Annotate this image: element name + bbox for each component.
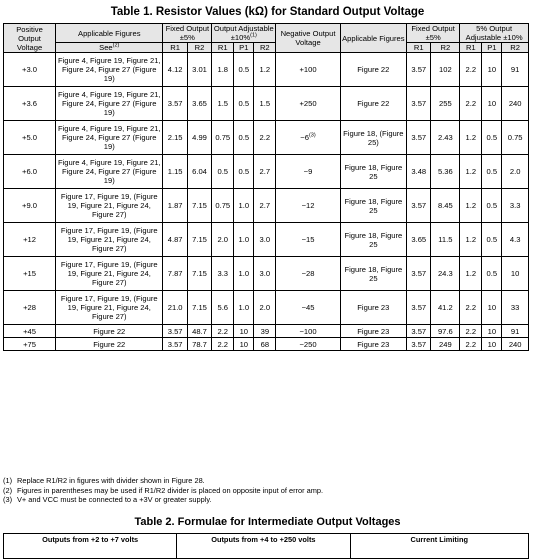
header-p1: P1 [234, 43, 254, 53]
cell-ar2: 1.2 [254, 53, 276, 87]
cell-nfr2: 255 [431, 87, 460, 121]
cell-nap1: 10 [482, 53, 502, 87]
table-row [4, 155, 529, 189]
cell-neg: +100 [276, 53, 340, 87]
cell-nap1: 0.5 [482, 121, 502, 155]
cell-nar1: 2.2 [460, 87, 482, 121]
cell-pos: +75 [4, 338, 56, 351]
cell-fr1: 7.87 [163, 257, 187, 291]
cell-figs2: Figure 18, Figure 25 [340, 189, 406, 223]
cell-nap1: 0.5 [482, 257, 502, 291]
cell-figs: Figure 4, Figure 19, Figure 21, Figure 24, Figure 27 (Figure 19) [56, 121, 163, 155]
cell-fr2: 6.04 [187, 155, 211, 189]
cell-ap1: 0.5 [234, 87, 254, 121]
cell-figs: Figure 4, Figure 19, Figure 21, Figure 24, Figure 27 (Figure 19) [56, 87, 163, 121]
cell-ar1: 2.2 [212, 325, 234, 338]
header-negative-output-voltage: Negative Output Voltage [276, 24, 340, 53]
cell-nar2: 240 [502, 87, 529, 121]
cell-nar1: 2.2 [460, 325, 482, 338]
header-fixed-output-2: Fixed Output ±5% [407, 24, 460, 43]
cell-nar2: 33 [502, 291, 529, 325]
cell-ar1: 1.5 [212, 87, 234, 121]
cell-nfr1: 3.57 [407, 338, 431, 351]
cell-neg: −28 [276, 257, 340, 291]
cell-nar2: 4.3 [502, 223, 529, 257]
cell-ar2: 3.0 [254, 257, 276, 291]
cell-nfr2: 24.3 [431, 257, 460, 291]
cell-ar1: 1.8 [212, 53, 234, 87]
cell-figs2: Figure 22 [340, 53, 406, 87]
cell-nfr1: 3.57 [407, 53, 431, 87]
cell-nar2: 91 [502, 325, 529, 338]
cell-ar1: 0.75 [212, 121, 234, 155]
cell-nap1: 10 [482, 338, 502, 351]
header-r1-adj: R1 [212, 43, 234, 53]
cell-figs2: Figure 18, Figure 25 [340, 223, 406, 257]
cell-ar2: 2.7 [254, 155, 276, 189]
header-see: See$^{(2)}$ [56, 43, 163, 53]
cell-ap1: 0.5 [234, 155, 254, 189]
cell-fr2: 48.7 [187, 325, 211, 338]
cell-ar2: 2.7 [254, 189, 276, 223]
cell-fr1: 4.87 [163, 223, 187, 257]
resistor-values-table [3, 23, 529, 351]
cell-nar2: 2.0 [502, 155, 529, 189]
cell-figs: Figure 17, Figure 19, (Figure 19, Figure 21, Figure 24, Figure 27) [56, 223, 163, 257]
header-output-adjustable: Output Adjustable ±10%$^{(1)}$ [212, 24, 276, 43]
cell-figs2: Figure 18, Figure 25 [340, 257, 406, 291]
cell-ar1: 2.2 [212, 338, 234, 351]
cell-neg: −100 [276, 325, 340, 338]
cell-pos: +5.0 [4, 121, 56, 155]
cell-neg: −250 [276, 338, 340, 351]
cell-ar2: 2.2 [254, 121, 276, 155]
cell-pos: +12 [4, 223, 56, 257]
header-applicable-figures-2: Applicable Figures [340, 24, 406, 53]
cell-fr2: 78.7 [187, 338, 211, 351]
note-2: (2) Figures in parentheses may be used if R1/R2 divider is placed on opposite input of error amp. [3, 485, 324, 495]
cell-ar2: 2.0 [254, 291, 276, 325]
formula-cell-2-head: Outputs from +4 to +250 volts [211, 535, 316, 544]
cell-fr2: 3.65 [187, 87, 211, 121]
cell-nap1: 10 [482, 87, 502, 121]
cell-ar1: 2.0 [212, 223, 234, 257]
cell-fr1: 3.57 [163, 87, 187, 121]
cell-figs2: Figure 23 [340, 291, 406, 325]
cell-ar1: 5.6 [212, 291, 234, 325]
table-row [4, 121, 529, 155]
cell-fr2: 3.01 [187, 53, 211, 87]
header-positive-output-voltage: Positive Output Voltage [4, 24, 56, 53]
header-p1-neg: P1 [482, 43, 502, 53]
cell-figs2: Figure 18, Figure 25 [340, 155, 406, 189]
cell-ar1: 0.75 [212, 189, 234, 223]
cell-fr1: 1.87 [163, 189, 187, 223]
cell-nar2: 0.75 [502, 121, 529, 155]
table-row [4, 257, 529, 291]
cell-ap1: 1.0 [234, 257, 254, 291]
cell-nfr2: 2.43 [431, 121, 460, 155]
cell-pos: +45 [4, 325, 56, 338]
cell-nar2: 91 [502, 53, 529, 87]
cell-fr2: 7.15 [187, 257, 211, 291]
cell-nar1: 1.2 [460, 257, 482, 291]
cell-fr1: 3.57 [163, 325, 187, 338]
cell-ar1: 3.3 [212, 257, 234, 291]
note-1: (1) Replace R1/R2 in figures with divider shown in Figure 28. [3, 476, 205, 485]
cell-nfr1: 3.57 [407, 189, 431, 223]
cell-nfr1: 3.57 [407, 121, 431, 155]
cell-ap1: 0.5 [234, 53, 254, 87]
cell-nap1: 0.5 [482, 155, 502, 189]
cell-nap1: 10 [482, 291, 502, 325]
cell-figs: Figure 22 [56, 338, 163, 351]
cell-nfr2: 8.45 [431, 189, 460, 223]
table-row [4, 189, 529, 223]
table-row [4, 53, 529, 87]
cell-nar2: 3.3 [502, 189, 529, 223]
header-fixed-output: Fixed Output ±5% [163, 24, 212, 43]
cell-figs: Figure 4, Figure 19, Figure 21, Figure 24, Figure 27 (Figure 19) [56, 53, 163, 87]
cell-ap1: 1.0 [234, 291, 254, 325]
cell-nfr1: 3.48 [407, 155, 431, 189]
cell-ap1: 1.0 [234, 223, 254, 257]
table2-title: Table 2. Formulae for Intermediate Output Voltages [134, 516, 401, 528]
table-row [4, 325, 529, 338]
header-r1-neg: R1 [407, 43, 431, 53]
cell-nap1: 0.5 [482, 189, 502, 223]
cell-neg: −15 [276, 223, 340, 257]
table-row [4, 291, 529, 325]
cell-nfr2: 97.6 [431, 325, 460, 338]
cell-nar1: 2.2 [460, 291, 482, 325]
cell-pos: +28 [4, 291, 56, 325]
cell-figs2: Figure 18, (Figure 25) [340, 121, 406, 155]
header-r1-neg-adj: R1 [460, 43, 482, 53]
table-notes [3, 476, 529, 505]
cell-nfr2: 5.36 [431, 155, 460, 189]
cell-nfr2: 11.5 [431, 223, 460, 257]
table-row [4, 338, 529, 351]
table-row [4, 87, 529, 121]
cell-fr2: 7.15 [187, 189, 211, 223]
cell-fr2: 4.99 [187, 121, 211, 155]
cell-ap1: 1.0 [234, 189, 254, 223]
cell-nfr1: 3.57 [407, 325, 431, 338]
cell-neg: −45 [276, 291, 340, 325]
cell-figs: Figure 17, Figure 19, (Figure 19, Figure 21, Figure 24, Figure 27) [56, 291, 163, 325]
cell-ar2: 68 [254, 338, 276, 351]
cell-nfr1: 3.57 [407, 291, 431, 325]
cell-pos: +6.0 [4, 155, 56, 189]
cell-neg: −12 [276, 189, 340, 223]
cell-figs2: Figure 23 [340, 325, 406, 338]
formula-cell-1-head: Outputs from +2 to +7 volts [42, 535, 139, 544]
table-row [4, 223, 529, 257]
cell-nfr1: 3.65 [407, 223, 431, 257]
cell-figs2: Figure 22 [340, 87, 406, 121]
cell-figs: Figure 22 [56, 325, 163, 338]
cell-ap1: 0.5 [234, 121, 254, 155]
cell-fr2: 7.15 [187, 223, 211, 257]
header-r2: R2 [187, 43, 211, 53]
cell-neg: −9 [276, 155, 340, 189]
header-r2-neg: R2 [431, 43, 460, 53]
cell-nar1: 2.2 [460, 338, 482, 351]
cell-nar1: 1.2 [460, 155, 482, 189]
cell-nar1: 1.2 [460, 223, 482, 257]
cell-ap1: 10 [234, 338, 254, 351]
note-3: (3) V+ and VCC must be connected to a +3V or greater supply. [3, 495, 212, 504]
cell-nar1: 1.2 [460, 189, 482, 223]
cell-ar2: 3.0 [254, 223, 276, 257]
cell-fr1: 21.0 [163, 291, 187, 325]
cell-nfr2: 249 [431, 338, 460, 351]
formula-cell-3-head: Current Limiting [410, 535, 468, 544]
cell-nar2: 240 [502, 338, 529, 351]
cell-fr1: 3.57 [163, 338, 187, 351]
cell-neg: +250 [276, 87, 340, 121]
cell-ap1: 10 [234, 325, 254, 338]
cell-fr1: 1.15 [163, 155, 187, 189]
cell-nar2: 10 [502, 257, 529, 291]
cell-fr1: 4.12 [163, 53, 187, 87]
cell-ar2: 1.5 [254, 87, 276, 121]
cell-pos: +15 [4, 257, 56, 291]
cell-figs: Figure 4, Figure 19, Figure 21, Figure 24, Figure 27 (Figure 19) [56, 155, 163, 189]
cell-nar1: 1.2 [460, 121, 482, 155]
cell-pos: +3.6 [4, 87, 56, 121]
cell-nfr2: 41.2 [431, 291, 460, 325]
header-output-adjustable-2: 5% Output Adjustable ±10% [460, 24, 529, 43]
header-r2-neg-adj: R2 [502, 43, 529, 53]
header-r2-adj: R2 [254, 43, 276, 53]
cell-neg: $-6^{(3)}$ [276, 121, 340, 155]
header-r1: R1 [163, 43, 187, 53]
cell-fr2: 7.15 [187, 291, 211, 325]
cell-ar2: 39 [254, 325, 276, 338]
cell-nar1: 2.2 [460, 53, 482, 87]
cell-nfr2: 102 [431, 53, 460, 87]
header-applicable-figures: Applicable Figures [56, 24, 163, 43]
cell-pos: +9.0 [4, 189, 56, 223]
cell-nap1: 0.5 [482, 223, 502, 257]
formulae-table [3, 533, 529, 559]
cell-nfr1: 3.57 [407, 257, 431, 291]
cell-nap1: 10 [482, 325, 502, 338]
cell-pos: +3.0 [4, 53, 56, 87]
cell-figs2: Figure 23 [340, 338, 406, 351]
cell-fr1: 2.15 [163, 121, 187, 155]
table1-title: Table 1. Resistor Values (kΩ) for Standard Output Voltage [110, 6, 425, 18]
cell-figs: Figure 17, Figure 19, (Figure 19, Figure 21, Figure 24, Figure 27) [56, 189, 163, 223]
cell-nfr1: 3.57 [407, 87, 431, 121]
cell-ar1: 0.5 [212, 155, 234, 189]
cell-figs: Figure 17, Figure 19, (Figure 19, Figure 21, Figure 24, Figure 27) [56, 257, 163, 291]
